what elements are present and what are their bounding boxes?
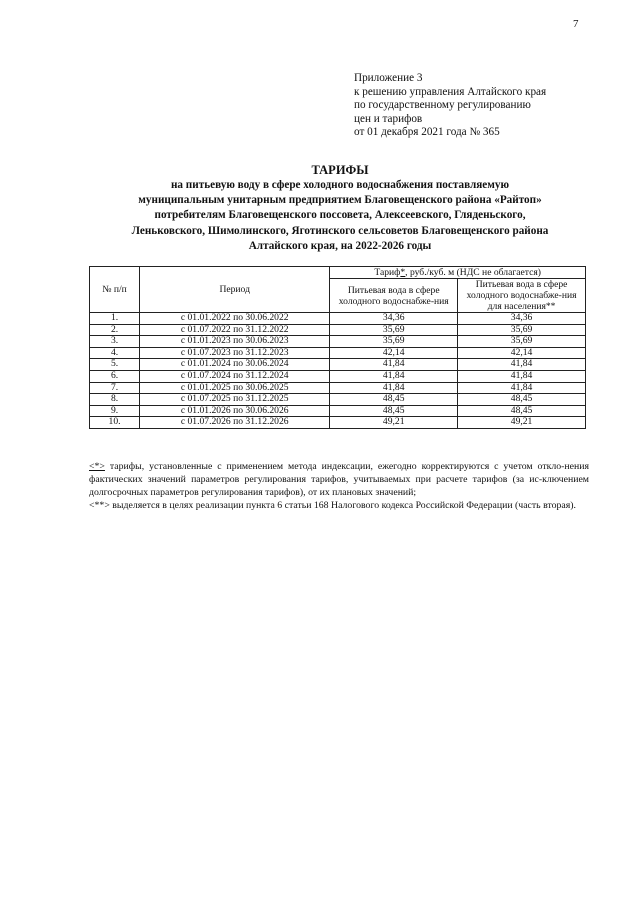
table-row: [90, 394, 586, 406]
header-tariff-prefix: Тариф: [374, 267, 401, 278]
table-row: [90, 347, 586, 359]
row-tariff-water: 35,69: [330, 324, 458, 336]
row-number: 5.: [90, 359, 140, 371]
appendix-line: к решению управления Алтайского края: [354, 85, 547, 98]
row-tariff-water: 48,45: [330, 405, 458, 417]
row-number: 4.: [90, 347, 140, 359]
header-period: Период: [140, 267, 330, 313]
header-water-population: Питьевая вода в сфере холодного водоснабже-ния для населения**: [458, 279, 586, 313]
row-tariff-water-population: 35,69: [458, 324, 586, 336]
row-period: с 01.07.2025 по 31.12.2025: [140, 394, 330, 406]
title-line: Леньковского, Шимолинского, Яготинского сельсоветов Благовещенского района: [131, 224, 549, 237]
row-period: с 01.01.2022 по 30.06.2022: [140, 313, 330, 325]
footnote-1-marker: <*>: [89, 461, 105, 472]
header-tariff-group: [330, 267, 586, 279]
row-number: 1.: [90, 313, 140, 325]
table-row: [90, 417, 586, 429]
footnote-2-text: выделяется в целях реализации пункта 6 статьи 168 Налогового кодекса Российской Федерации (часть вторая).: [109, 500, 576, 511]
appendix-line: Приложение 3: [354, 72, 423, 84]
table-row: [90, 336, 586, 348]
row-tariff-water: 49,21: [330, 417, 458, 429]
title-main: ТАРИФЫ: [311, 163, 369, 177]
page-number: 7: [573, 18, 579, 30]
table-row: [90, 359, 586, 371]
appendix-header: [354, 72, 624, 140]
row-number: 2.: [90, 324, 140, 336]
row-tariff-water-population: 42,14: [458, 347, 586, 359]
document-title: [80, 162, 600, 254]
row-tariff-water: 48,45: [330, 394, 458, 406]
row-tariff-water-population: 41,84: [458, 382, 586, 394]
row-tariff-water-population: 48,45: [458, 394, 586, 406]
table-row: [90, 370, 586, 382]
header-num: № п/п: [90, 267, 140, 313]
row-tariff-water: 42,14: [330, 347, 458, 359]
table-body: [90, 313, 586, 429]
row-tariff-water: 41,84: [330, 382, 458, 394]
header-tariff-star: *: [400, 267, 406, 278]
footnotes: [89, 460, 589, 512]
row-tariff-water-population: 49,21: [458, 417, 586, 429]
row-tariff-water: 35,69: [330, 336, 458, 348]
table-row: [90, 324, 586, 336]
row-period: с 01.01.2024 по 30.06.2024: [140, 359, 330, 371]
appendix-line: цен и тарифов: [354, 112, 423, 125]
row-number: 10.: [90, 417, 140, 429]
tariff-table: [89, 266, 586, 429]
title-line: на питьевую воду в сфере холодного водоснабжения поставляемую: [170, 179, 510, 191]
header-tariff-suffix: , руб./куб. м (НДС не облагается): [405, 267, 541, 278]
row-period: с 01.01.2026 по 30.06.2026: [140, 405, 330, 417]
title-line: потребителям Благовещенского поссовета, Алексеевского, Гляденьского,: [154, 209, 526, 222]
row-period: с 01.07.2026 по 31.12.2026: [140, 417, 330, 429]
row-tariff-water-population: 48,45: [458, 405, 586, 417]
row-period: с 01.01.2023 по 30.06.2023: [140, 336, 330, 348]
table-row: [90, 405, 586, 417]
row-period: с 01.07.2022 по 31.12.2022: [140, 324, 330, 336]
table-row: [90, 382, 586, 394]
row-number: 3.: [90, 336, 140, 348]
row-tariff-water-population: 34,36: [458, 313, 586, 325]
row-number: 7.: [90, 382, 140, 394]
row-period: с 01.07.2023 по 31.12.2023: [140, 347, 330, 359]
title-line: Алтайского края, на 2022-2026 годы: [248, 239, 432, 252]
row-tariff-water-population: 35,69: [458, 336, 586, 348]
row-tariff-water-population: 41,84: [458, 359, 586, 371]
appendix-line: по государственному регулированию: [354, 99, 531, 112]
footnote-1: [89, 460, 589, 499]
row-period: с 01.01.2025 по 30.06.2025: [140, 382, 330, 394]
footnote-2: [89, 499, 589, 512]
appendix-line: от 01 декабря 2021 года № 365: [354, 126, 500, 139]
row-tariff-water: 41,84: [330, 370, 458, 382]
row-number: 9.: [90, 405, 140, 417]
row-period: с 01.07.2024 по 31.12.2024: [140, 370, 330, 382]
row-tariff-water: 41,84: [330, 359, 458, 371]
row-tariff-water: 34,36: [330, 313, 458, 325]
row-number: 8.: [90, 394, 140, 406]
header-water: Питьевая вода в сфере холодного водоснабже-ния: [330, 279, 458, 313]
row-number: 6.: [90, 370, 140, 382]
table-row: [90, 313, 586, 325]
title-line: муниципальным унитарным предприятием Благовещенского района «Райтоп»: [138, 194, 542, 207]
footnote-2-marker: <**>: [89, 500, 110, 511]
footnote-1-text: тарифы, установленные с применением метода индексации, ежегодно корректируются с учетом откло-нения фактических значений параметров регулирования тарифов, учитываемых при расчете тарифов (за ис-ключением долгосрочных параметров регулирования тарифов), от их плановых значений;: [89, 461, 589, 498]
row-tariff-water-population: 41,84: [458, 370, 586, 382]
